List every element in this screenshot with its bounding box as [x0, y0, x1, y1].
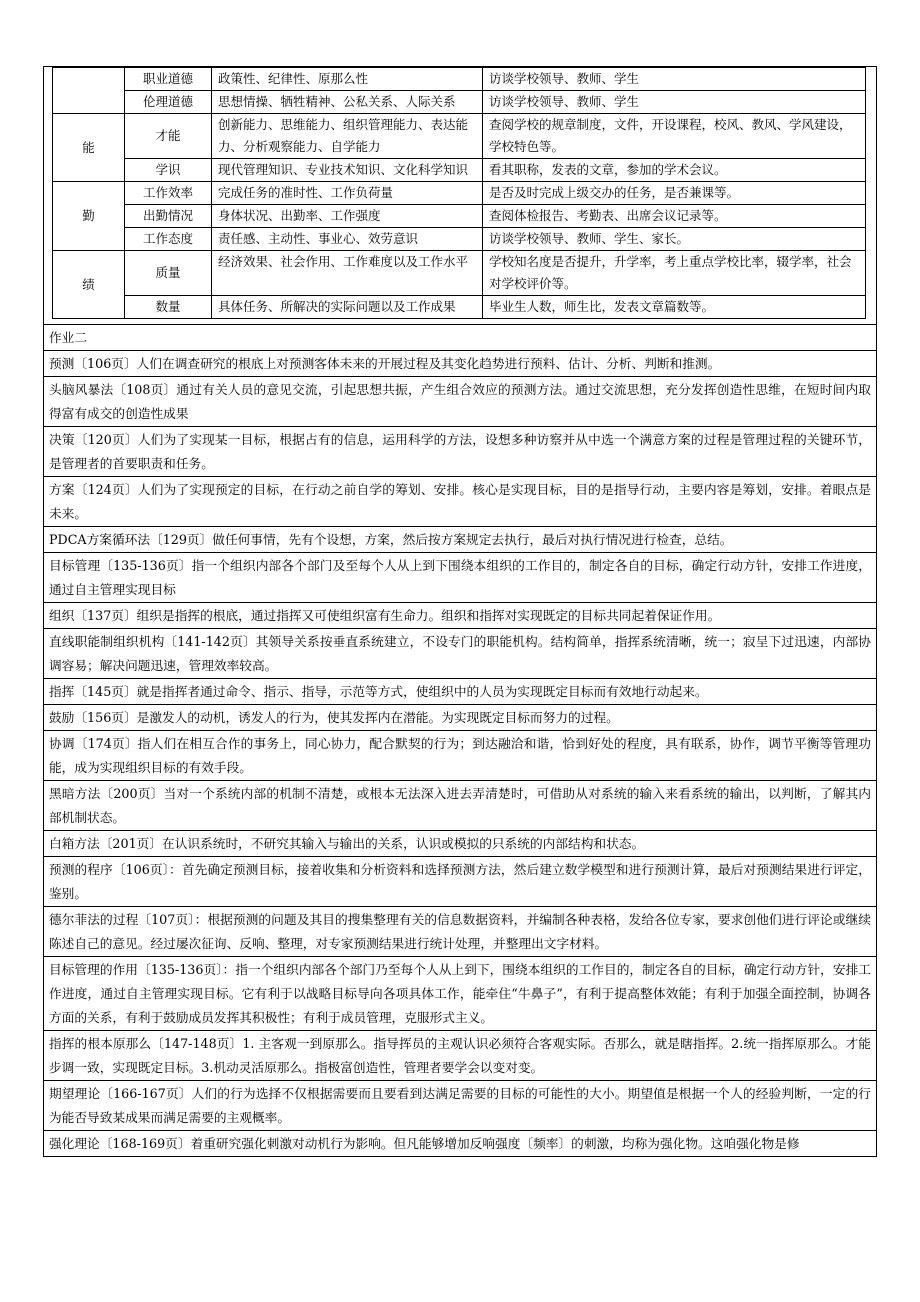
method-cell: 访谈学校领导、教师、学生: [483, 91, 866, 114]
subcategory-cell: 数量: [125, 296, 212, 319]
table-row: [53, 68, 866, 91]
definition-entry: 目标管理的作用〔135-136页〕：指一个组织内部各个部门乃至每个人从上到下，围绕本组织的工作目的，制定各自的目标，确定行动方针，安排工作进度，通过自主管理实现目标。它有利于以战略目标导向各项具体工作，能牵住“牛鼻子”，有利于提高整体效能；有利于加强全面控制，协调各方面的关系，有利于鼓励成员发挥其积极性；有利于成员管理，克服形式主义。: [44, 956, 876, 1030]
subcategory-cell: 才能: [125, 114, 212, 159]
table-row: [53, 251, 866, 296]
category-cell: 勤: [53, 182, 125, 251]
assignment-title: 作业二: [44, 324, 876, 350]
definition-entry: 黑暗方法〔200页〕当对一个系统内部的机制不清楚，或根本无法深入进去弄清楚时，可借助从对系统的输入来看系统的输出，以判断，了解其内部机制状态。: [44, 780, 876, 830]
definition-entry: 协调〔174页〕指人们在相互合作的事务上，同心协力，配合默契的行为；到达融洽和谐，恰到好处的程度，具有联系，协作，调节平衡等管理功能，成为实现组织目标的有效手段。: [44, 730, 876, 780]
indicator-cell: 责任感、主动性、事业心、效劳意识: [212, 228, 483, 251]
category-cell: [53, 68, 125, 114]
method-cell: 毕业生人数，师生比，发表文章篇数等。: [483, 296, 866, 319]
definition-entry: PDCA方案循环法〔129页〕做任何事情，先有个设想，方案，然后按方案规定去执行，最后对执行情况进行检查，总结。: [44, 526, 876, 552]
subcategory-cell: 质量: [125, 251, 212, 296]
table-row: [53, 114, 866, 159]
method-cell: 看其职称，发表的文章，参加的学术会议。: [483, 159, 866, 182]
definition-entry: 期望理论〔166-167页〕人们的行为选择不仅根据需要而且要看到达满足需要的目标的可能性的大小。期望值是根据一个人的经验判断，一定的行为能否导致某成果而满足需要的主观概率。: [44, 1080, 876, 1130]
definition-entry: 组织〔137页〕组织是指挥的根底，通过指挥又可使组织富有生命力。组织和指挥对实现既定的目标共同起着保证作用。: [44, 602, 876, 628]
indicator-cell: 现代管理知识、专业技术知识、文化科学知识: [212, 159, 483, 182]
subcategory-cell: 学识: [125, 159, 212, 182]
category-cell: 绩: [53, 251, 125, 319]
indicator-cell: 政策性、纪律性、原那么性: [212, 68, 483, 91]
definition-entry: 决策〔120页〕人们为了实现某一目标，根据占有的信息，运用科学的方法，设想多种访察并从中选一个满意方案的过程是管理过程的关键环节，是管理者的首要职责和任务。: [44, 426, 876, 476]
subcategory-cell: 工作态度: [125, 228, 212, 251]
method-cell: 查阅学校的规章制度，文件，开设课程，校风、教风、学风建设，学校特色等。: [483, 114, 866, 159]
definition-entry: 头脑风暴法〔108页〕通过有关人员的意见交流，引起思想共振，产生组合效应的预测方法。通过交流思想，充分发挥创造性思维，在短时间内取得富有成交的创造性成果: [44, 376, 876, 426]
method-cell: 访谈学校领导、教师、学生: [483, 68, 866, 91]
table-row: [53, 205, 866, 228]
definition-entry: 德尔菲法的过程〔107页〕：根据预测的问题及其目的搜集整理有关的信息数据资料，并编制各种表格，发给各位专家，要求创他们进行评论或继续陈述自己的意见。经过屡次征询、反响、整理，对专家预测结果进行统计处理，并整理出文字材料。: [44, 906, 876, 956]
table-row: [53, 296, 866, 319]
subcategory-cell: 伦理道德: [125, 91, 212, 114]
indicator-cell: 思想情操、牺牲精神、公私关系、人际关系: [212, 91, 483, 114]
subcategory-cell: 职业道德: [125, 68, 212, 91]
evaluation-table: [52, 67, 866, 319]
definition-entry: 方案〔124页〕人们为了实现预定的目标，在行动之前自学的筹划、安排。核心是实现目标，目的是指导行动，主要内容是筹划，安排。着眼点是未来。: [44, 476, 876, 526]
subcategory-cell: 出勤情况: [125, 205, 212, 228]
definition-entry: 目标管理〔135-136页〕指一个组织内部各个部门及至每个人从上到下围绕本组织的工作目的，制定各自的目标，确定行动方针，安排工作进度，通过自主管理实现目标: [44, 552, 876, 602]
definition-entry: 鼓励〔156页〕是激发人的动机，诱发人的行为，使其发挥内在潜能。为实现既定目标而努力的过程。: [44, 704, 876, 730]
table-row: [53, 228, 866, 251]
indicator-cell: 创新能力、思维能力、组织管理能力、表达能力、分析观察能力、自学能力: [212, 114, 483, 159]
definition-entry: 指挥〔145页〕就是指挥者通过命令、指示、指导，示范等方式，使组织中的人员为实现既定目标而有效地行动起来。: [44, 678, 876, 704]
indicator-cell: 具体任务、所解决的实际问题以及工作成果: [212, 296, 483, 319]
table-row: [53, 159, 866, 182]
indicator-cell: 经济效果、社会作用、工作难度以及工作水平: [212, 251, 483, 296]
subcategory-cell: 工作效率: [125, 182, 212, 205]
definition-entry: 预测〔106页〕人们在调查研究的根底上对预测客体未来的开展过程及其变化趋势进行预料、估计、分析、判断和推测。: [44, 350, 876, 376]
indicator-cell: 完成任务的准时性、工作负荷量: [212, 182, 483, 205]
method-cell: 访谈学校领导、教师、学生、家长。: [483, 228, 866, 251]
table-row: [53, 182, 866, 205]
definition-entry: 白箱方法〔201页〕在认识系统时，不研究其输入与输出的关系，认识或模拟的只系统的内部结构和状态。: [44, 830, 876, 856]
definition-entry: 预测的程序〔106页〕：首先确定预测目标，接着收集和分析资料和选择预测方法，然后建立数学模型和进行预测计算，最后对预测结果进行评定，鉴别。: [44, 856, 876, 906]
method-cell: 学校知名度是否提升，升学率，考上重点学校比率，辍学率，社会对学校评价等。: [483, 251, 866, 296]
definition-entry: 强化理论〔168-169页〕着重研究强化刺激对动机行为影响。但凡能够增加反响强度〔频率〕的刺激，均称为强化物。这咱强化物是修: [44, 1130, 876, 1156]
method-cell: 是否及时完成上级交办的任务，是否兼课等。: [483, 182, 866, 205]
table-row: [53, 91, 866, 114]
definition-entry: 直线职能制组织机构〔141-142页〕其领导关系按垂直系统建立，不设专门的职能机构。结构简单，指挥系统清晰，统一；寂呈下过迅速，内部协调容易；解决问题迅速，管理效率较高。: [44, 628, 876, 678]
definition-entry: 指挥的根本原那么〔147-148页〕1. 主客观一到原那么。指导挥员的主观认识必须符合客观实际。否那么，就是瞎指挥。2.统一指挥原那么。才能步调一致，实现既定目标。3.机动灵活原那么。指极富创造性，管理者要学会以变对变。: [44, 1030, 876, 1080]
category-cell: 能: [53, 114, 125, 182]
document-frame: [43, 66, 877, 1157]
indicator-cell: 身体状况、出勤率、工作强度: [212, 205, 483, 228]
method-cell: 查阅体检报告、考勤表、出席会议记录等。: [483, 205, 866, 228]
